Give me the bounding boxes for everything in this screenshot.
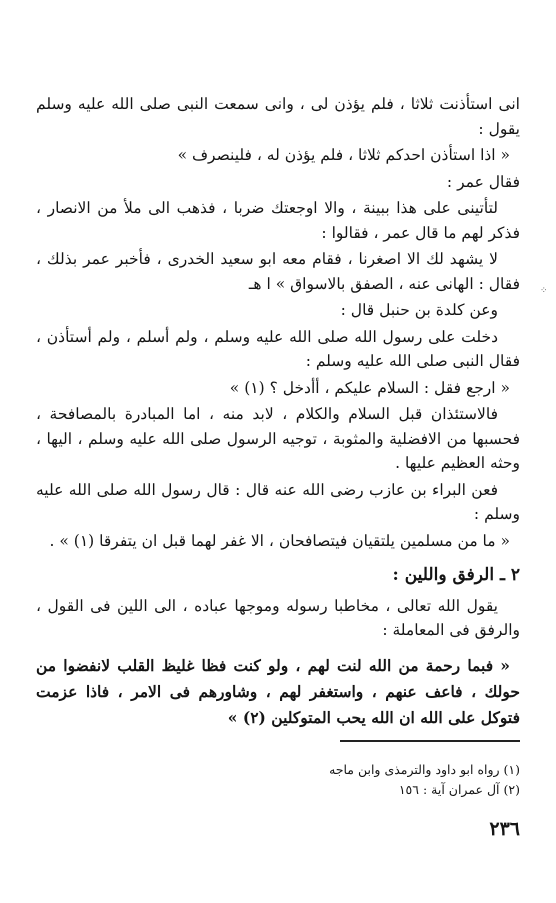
paragraph: فعن البراء بن عازب رضى الله عنه قال : قال رسول الله صلى الله عليه وسلم : [36, 480, 520, 523]
paragraph: وعن كلدة بن حنبل قال : [340, 301, 498, 319]
paragraph: لا يشهد لك الا اصغرنا ، فقام معه ابو سعيد الخدرى ، فأخبر عمر بذلك ، فقال : الهانى عنه ، الصفق بالاسواق » ا هـ [36, 250, 520, 293]
paragraph: لتأتينى على هذا ببينة ، والا اوجعتك ضربا ، فذهب الى ملأ من الانصار ، فذكر لهم ما قال عمر ، فقالوا : [36, 199, 520, 242]
hadith-quote: « اذا استأذن احدكم ثلاثا ، فلم يؤذن له ، فلينصرف » [177, 146, 510, 164]
footnote: (١) رواه ابو داود والترمذى وابن ماجه [329, 762, 520, 777]
body-text [36, 92, 520, 733]
footnote: (٢) آل عمران آية : ١٥٦ [398, 782, 520, 797]
page-number: ٢٣٦ [489, 818, 520, 840]
footnote-divider [340, 740, 520, 742]
hadith-quote: « ارجع فقل : السلام عليكم ، أأدخل ؟ (١) » [229, 378, 510, 397]
paragraph: فقال عمر : [446, 172, 520, 191]
quran-verse: « فبما رحمة من الله لنت لهم ، ولو كنت فظا غليظ القلب لانفضوا من حولك ، فاعف عنهم ، واستغفر لهم ، وشاورهم فى الامر ، فاذا عزمت فتوكل على الله ان الله يحب المتوكلين (٢) » [36, 655, 520, 727]
paragraph: انى استأذنت ثلاثا ، فلم يؤذن لى ، وانى سمعت النبى صلى الله عليه وسلم يقول : [36, 95, 520, 138]
section-heading: ٢ ـ الرفق واللين : [392, 565, 520, 585]
footnotes [40, 760, 520, 800]
paragraph: دخلت على رسول الله صلى الله عليه وسلم ، ولم أسلم ، ولم أستأذن ، فقال النبى صلى الله عليه وسلم : [36, 327, 520, 370]
scan-speck: ⁘ [540, 286, 548, 296]
section-intro: يقول الله تعالى ، مخاطبا رسوله وموجها عباده ، الى اللين فى القول ، والرفق فى المعاملة : [36, 596, 520, 639]
paragraph: فالاستئذان قبل السلام والكلام ، لابد منه ، اما المبادرة بالمصافحة ، فحسبها من الافضلية والمثوبة ، توجيه الرسول صلى الله عليه وسلم ، اليها ، وحثه العظيم عليها . [36, 405, 520, 472]
hadith-quote: « ما من مسلمين يلتقيان فيتصافحان ، الا غفر لهما قبل ان يتفرقا (١) » . [49, 531, 510, 550]
